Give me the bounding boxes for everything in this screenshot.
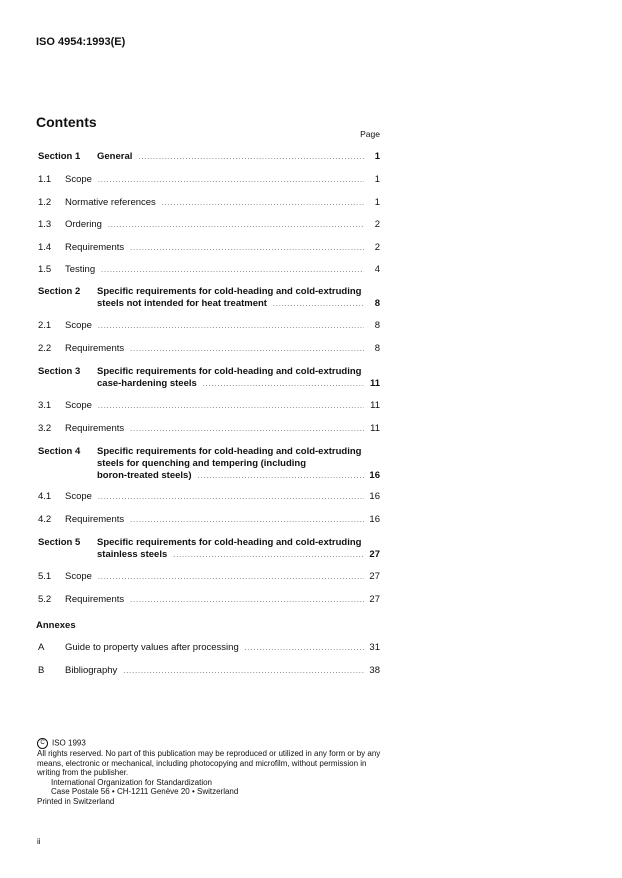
annex-page-number: 31 <box>369 642 380 653</box>
toc-title: Normative references <box>65 197 156 208</box>
leader-dots <box>138 152 364 164</box>
toc-number: 5.1 <box>38 571 52 582</box>
toc-page-number: 8 <box>374 298 380 309</box>
toc-title: steels for quenching and tempering (including <box>97 458 307 469</box>
toc-title: Requirements <box>65 594 125 605</box>
annexes-heading: Annexes <box>36 620 76 631</box>
page-column-label: Page <box>360 129 380 139</box>
leader-dots <box>108 220 364 232</box>
toc-page-number: 8 <box>374 343 380 354</box>
document-header: ISO 4954:1993(E) <box>36 36 126 48</box>
leader-dots <box>98 321 364 333</box>
organization-address: Case Postale 56 • CH-1211 Genève 20 • Switzerland <box>51 787 239 796</box>
leader-dots <box>273 299 364 311</box>
toc-page-number: 1 <box>374 197 380 208</box>
copyright-icon: C <box>37 738 48 749</box>
leader-dots <box>130 344 364 356</box>
toc-title: case-hardening steels <box>97 378 197 389</box>
printed-in: Printed in Switzerland <box>37 796 115 806</box>
toc-number: 2.1 <box>38 320 52 331</box>
leader-dots <box>130 243 364 255</box>
toc-title: boron-treated steels) <box>97 470 192 481</box>
toc-page-number: 27 <box>369 549 380 560</box>
toc-title: Specific requirements for cold-heading and cold-extruding <box>97 446 362 457</box>
toc-number: Section 1 <box>38 151 81 162</box>
page-number: ii <box>37 837 41 846</box>
toc-title: steels not intended for heat treatment <box>97 298 267 309</box>
toc-title: Scope <box>65 491 92 502</box>
leader-dots <box>123 666 364 678</box>
toc-number: 1.5 <box>38 264 52 275</box>
annex-page-number: 38 <box>369 665 380 676</box>
copyright-block <box>37 738 382 806</box>
contents-title: Contents <box>36 114 97 130</box>
annex-title: Bibliography <box>65 665 118 676</box>
toc-page-number: 2 <box>374 242 380 253</box>
toc-number: 1.4 <box>38 242 52 253</box>
copyright-line: C ISO 1993 <box>37 738 382 749</box>
toc-number: 4.1 <box>38 491 52 502</box>
leader-dots <box>162 198 364 210</box>
leader-dots <box>203 379 364 391</box>
leader-dots <box>245 643 364 655</box>
toc-title: Ordering <box>65 219 102 230</box>
leader-dots <box>98 492 364 504</box>
toc-page-number: 27 <box>369 571 380 582</box>
annex-number: A <box>38 642 45 653</box>
toc-number: Section 2 <box>38 286 81 297</box>
leader-dots <box>198 471 365 483</box>
toc-page-number: 1 <box>374 151 380 162</box>
toc-page-number: 1 <box>374 174 380 185</box>
toc-title: Specific requirements for cold-heading and cold-extruding <box>97 366 362 377</box>
rights-statement: All rights reserved. No part of this publication may be reproduced or utilized in any form or by any means, electronic or mechanical, including photocopying and microfilm, without permission in writing from the publisher. <box>37 749 381 777</box>
toc-title: Specific requirements for cold-heading and cold-extruding <box>97 286 362 297</box>
leader-dots <box>130 595 364 607</box>
toc-title: Scope <box>65 571 92 582</box>
toc-page-number: 8 <box>374 320 380 331</box>
toc-title: Requirements <box>65 343 125 354</box>
toc-number: 1.1 <box>38 174 52 185</box>
toc-title: Requirements <box>65 242 125 253</box>
organization-name: International Organization for Standardization <box>51 777 212 787</box>
leader-dots <box>98 572 364 584</box>
toc-title: Testing <box>65 264 96 275</box>
toc-page-number: 11 <box>370 400 380 411</box>
toc-number: Section 4 <box>38 446 81 457</box>
toc-page-number: 11 <box>370 423 380 434</box>
toc-number: 2.2 <box>38 343 52 354</box>
toc-title: General <box>97 151 133 162</box>
toc-number: 1.3 <box>38 219 52 230</box>
toc-number: 1.2 <box>38 197 52 208</box>
annex-number: B <box>38 665 45 676</box>
toc-title: Specific requirements for cold-heading and cold-extruding <box>97 537 362 548</box>
toc-page-number: 11 <box>369 378 380 389</box>
toc-page-number: 16 <box>369 470 380 481</box>
leader-dots <box>130 515 364 527</box>
leader-dots <box>130 424 364 436</box>
toc-number: 4.2 <box>38 514 52 525</box>
toc-title: Scope <box>65 174 92 185</box>
leader-dots <box>98 175 364 187</box>
toc-page-number: 4 <box>374 264 380 275</box>
toc-page-number: 16 <box>369 491 380 502</box>
toc-title: Scope <box>65 320 92 331</box>
toc-page-number: 2 <box>374 219 380 230</box>
toc-page-number: 16 <box>369 514 380 525</box>
toc-page-number: 27 <box>369 594 380 605</box>
leader-dots <box>173 550 364 562</box>
toc-number: Section 3 <box>38 366 81 377</box>
toc-number: 3.1 <box>38 400 52 411</box>
leader-dots <box>98 401 364 413</box>
toc-number: 5.2 <box>38 594 52 605</box>
toc-title: Requirements <box>65 514 125 525</box>
toc-title: Requirements <box>65 423 125 434</box>
toc-title: Scope <box>65 400 92 411</box>
toc-number: Section 5 <box>38 537 81 548</box>
toc-number: 3.2 <box>38 423 52 434</box>
leader-dots <box>101 265 364 277</box>
toc-title: stainless steels <box>97 549 168 560</box>
annex-title: Guide to property values after processing <box>65 642 239 653</box>
